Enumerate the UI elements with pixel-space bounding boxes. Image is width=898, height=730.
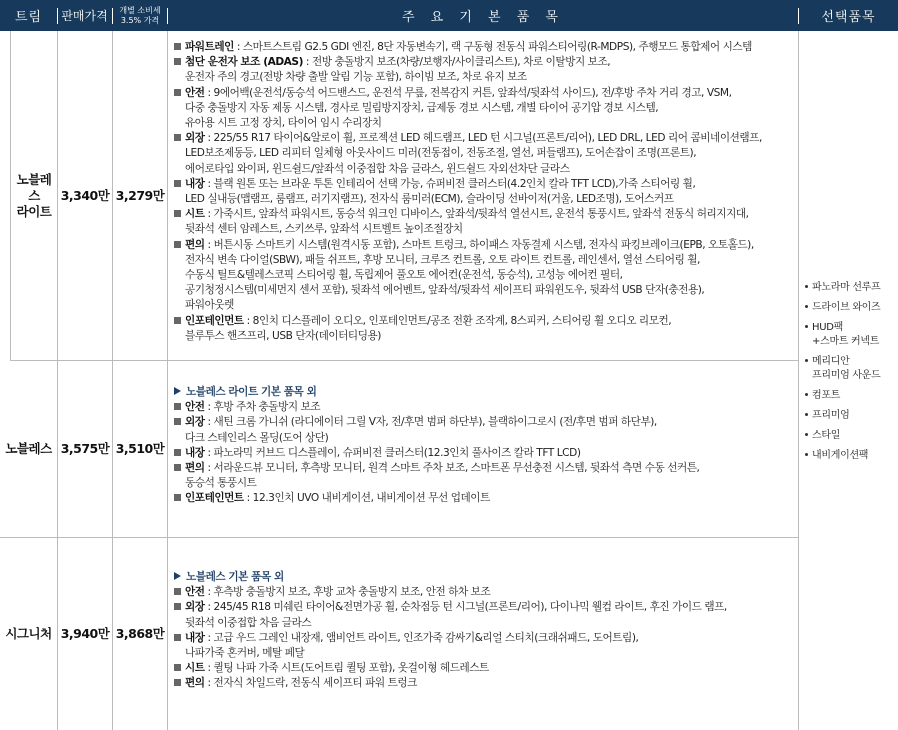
feature-text: 파노라믹 커브드 디스플레이, 슈퍼비전 클러스터(12.3인치 풀사이즈 칼라 TFT LCD) [213, 446, 581, 459]
option-label: 컴포트 [812, 390, 841, 401]
feature-text: 다크 스테인리스 몰딩(도어 상단) [185, 431, 329, 444]
option-line [805, 429, 897, 443]
feature-text: LED 실내등(맵램프, 룸램프, 러기지램프), 전자식 룸미러(ECM), 슬라이딩 선바이저(거울, LED조명), 도어스커프 [185, 193, 674, 206]
section-title: 노블레스 기본 품목 외 [174, 570, 796, 585]
feature-text: 뒷좌석 이중접합 차음 글라스 [185, 616, 312, 629]
bullet-square-icon [174, 449, 181, 456]
option-label: 프리미엄 사운드 [812, 370, 881, 381]
feature-line: 내장 : 블랙 원톤 또는 브라운 투톤 인테리어 선택 가능, 슈퍼비전 클러스터(4.2인치 칼라 TFT LCD),가죽 스티어링 휠, [174, 177, 796, 192]
option-label: HUD팩 [812, 322, 843, 333]
feature-text: 버튼시동 스마트키 시스템(원격시동 포함), 스마트 트렁크, 하이패스 자동결제 시스템, 전자식 파킹브레이크(EPB, 오토홀드), [213, 238, 754, 251]
option-item [805, 281, 897, 295]
bullet-square-icon [174, 634, 181, 641]
trim-name-line1: 노블레스 [16, 172, 52, 203]
feature-list [174, 385, 796, 507]
option-item [805, 355, 897, 383]
feature-line: 인포테인먼트 : 8인치 디스플레이 오디오, 인포테인먼트/공조 전환 조작계, 8스피커, 스티어링 휠 오디오 리모컨, [174, 314, 796, 329]
feature-line: 편의 : 전자식 차일드락, 전동식 세이프티 파워 트렁크 [174, 676, 796, 691]
grid-line [798, 31, 799, 730]
feature-text: 나파가죽 혼커버, 메탈 페달 [185, 647, 305, 660]
feature-text: 225/55 R17 타이어&알로이 휠, 프로젝션 LED 헤드램프, LED 턴 시그널(프론트/리어), LED DRL, LED 리어 콤비네이션램프, [213, 132, 762, 145]
feature-line [174, 253, 796, 268]
feature-text: 다중 충돌방지 자동 제동 시스템, 경사로 밀림방지장치, 급제동 경보 시스템, 개별 타이어 공기압 경보 시스템, [185, 101, 659, 114]
feature-category: 시트 [185, 662, 205, 675]
feature-text: 공기청정시스템(미세먼지 센서 포함), 뒷좌석 에어벤트, 앞좌석/뒷좌석 세이프티 파워윈도우, 뒷좌석 USB 단자(충전용), [185, 284, 705, 297]
bullet-square-icon [174, 494, 181, 501]
option-label: 드라이브 와이즈 [812, 302, 881, 313]
trim-price: 3,940만 [60, 626, 110, 641]
feature-line [174, 116, 796, 131]
bullet-dot-icon [805, 433, 808, 436]
feature-category: 외장 [185, 132, 205, 145]
option-line [805, 335, 897, 349]
feature-text: 전자식 차일드락, 전동식 세이프티 파워 트렁크 [213, 677, 417, 690]
option-line [805, 449, 897, 463]
feature-line: 외장 : 245/45 R18 미쉐린 타이어&전면가공 휠, 순차점등 턴 시그널(프론트/리어), 다이나믹 웰컴 라이트, 후진 가이드 램프, [174, 600, 796, 615]
feature-category: 파워트레인 [185, 41, 234, 53]
feature-category: 외장 [185, 416, 205, 429]
bullet-square-icon [174, 134, 181, 141]
feature-text: 245/45 R18 미쉐린 타이어&전면가공 휠, 순차점등 턴 시그널(프론트/리어), 다이나믹 웰컴 라이트, 후진 가이드 램프, [213, 601, 727, 614]
option-item [805, 449, 897, 463]
feature-text: 가죽시트, 앞좌석 파워시트, 동승석 워크인 디바이스, 앞좌석/뒷좌석 열선시트, 운전석 통풍시트, 앞좌석 전동식 허리지지대, [213, 208, 749, 221]
feature-line: 안전 : 후방 주차 충돌방지 보조 [174, 400, 796, 415]
bullet-square-icon [174, 403, 181, 410]
feature-text: 후방 주차 충돌방지 보조 [213, 401, 321, 414]
feature-line: 인포테인먼트 : 12.3인치 UVO 내비게이션, 내비게이션 무선 업데이트 [174, 491, 796, 506]
bullet-dot-icon [805, 325, 808, 328]
header-price: 판매가격 [61, 9, 108, 23]
feature-text: 퀼팅 나파 가죽 시트(도어트림 퀼팅 포함), 옷걸이형 헤드레스트 [213, 662, 489, 675]
feature-category: 안전 [185, 86, 205, 99]
feature-text: 전방 충돌방지 보조(차량/보행자/사이클리스트), 차로 이탈방지 보조, [311, 56, 611, 69]
bullet-square-icon [174, 679, 181, 686]
option-line [805, 281, 897, 295]
bullet-square-icon [174, 89, 181, 96]
feature-line [174, 70, 796, 85]
feature-line: 내장 : 파노라믹 커브드 디스플레이, 슈퍼비전 클러스터(12.3인치 풀사이즈 칼라 TFT LCD) [174, 446, 796, 461]
option-label: +스마트 커넥트 [812, 336, 880, 347]
option-item [805, 429, 897, 443]
bullet-square-icon [174, 418, 181, 425]
option-line [805, 409, 897, 423]
bullet-dot-icon [805, 305, 808, 308]
trim-name-line2: 라이트 [16, 204, 52, 219]
feature-text: 운전자 주의 경고(전방 차량 출발 알림 기능 포함), 하이빔 보조, 차로 유지 보조 [185, 71, 527, 84]
feature-line [174, 268, 796, 283]
header-tax-line2: 3.5% 가격 [120, 15, 160, 25]
bullet-square-icon [174, 317, 181, 324]
feature-list [174, 570, 796, 692]
trim-tax-price: 3,510만 [115, 441, 165, 456]
feature-text: 에어로타입 와이퍼, 윈드쉴드/앞좌석 이중접합 차음 글라스, 윈드쉴드 자외선차단 글라스 [185, 162, 570, 175]
feature-text: 고급 우드 그레인 내장재, 앰비언트 라이트, 인조가죽 감싸기&리얼 스티치(크래쉬패드, 도어트림), [213, 631, 639, 644]
bullet-square-icon [174, 210, 181, 217]
option-label: 프리미엄 [812, 410, 850, 421]
feature-category: 내장 [185, 631, 205, 644]
triangle-icon [174, 387, 181, 395]
bullet-dot-icon [805, 453, 808, 456]
feature-category: 첨단 운전자 보조 (ADAS) [185, 56, 304, 69]
feature-line [174, 476, 796, 491]
feature-line: 첨단 운전자 보조 (ADAS) : 전방 충돌방지 보조(차량/보행자/사이클리스트), 차로 이탈방지 보조, [174, 55, 796, 70]
option-line [805, 321, 897, 335]
feature-text: 블루투스 핸즈프리, USB 단자(데이터티딩용) [185, 329, 381, 342]
bullet-dot-icon [805, 393, 808, 396]
bullet-square-icon [174, 58, 181, 65]
trim-tax-price: 3,868만 [115, 626, 165, 641]
feature-line: 외장 : 새틴 크롬 가니쉬 (라디에이터 그릴 V자, 전/후면 범퍼 하단부), 블랙하이그로시 (전/후면 범퍼 하단부), [174, 415, 796, 430]
feature-line: 안전 : 9에어백(운전석/동승석 어드밴스드, 운전석 무릎, 전복감지 커튼, 앞좌석/뒷좌석 사이드), 전/후방 주차 거리 경고, VSM, [174, 86, 796, 101]
section-title: 노블레스 라이트 기본 품목 외 [174, 385, 796, 400]
feature-line [174, 298, 796, 313]
option-item [805, 409, 897, 423]
trim-tax-price: 3,279만 [115, 188, 165, 203]
feature-category: 인포테인먼트 [185, 314, 244, 327]
trim-name: 노블레스 [5, 441, 52, 456]
feature-category: 내장 [185, 446, 205, 459]
feature-text: 동승석 통풍시트 [185, 477, 257, 490]
feature-line: 시트 : 퀼팅 나파 가죽 시트(도어트림 퀼팅 포함), 옷걸이형 헤드레스트 [174, 661, 796, 676]
feature-line: 편의 : 버튼시동 스마트키 시스템(원격시동 포함), 스마트 트렁크, 하이패스 자동결제 시스템, 전자식 파킹브레이크(EPB, 오토홀드), [174, 238, 796, 253]
header-tax-price [113, 0, 167, 31]
feature-line [174, 283, 796, 298]
feature-text: LED보조제동등, LED 리피터 일체형 아웃사이드 미러(전동접이, 전동조절, 열선, 퍼들램프), 도어손잡이 조명(프론트), [185, 147, 697, 160]
feature-line [174, 431, 796, 446]
feature-text: 후측방 충돌방지 보조, 후방 교차 충돌방지 보조, 안전 하차 보조 [213, 586, 491, 599]
feature-text: 스마트스트림 G2.5 GDI 엔진, 8단 자동변속기, 랙 구동형 전동식 파워스티어링(R-MDPS), 주행모드 통합제어 시스템 [242, 41, 752, 53]
feature-line: 파워트레인 : 스마트스트림 G2.5 GDI 엔진, 8단 자동변속기, 랙 구동형 전동식 파워스티어링(R-MDPS), 주행모드 통합제어 시스템 [174, 40, 796, 55]
header-features: 주 요 기 본 품 목 [401, 10, 564, 25]
option-item [805, 321, 897, 349]
feature-line: 안전 : 후측방 충돌방지 보조, 후방 교차 충돌방지 보조, 안전 하차 보조 [174, 585, 796, 600]
option-label: 스타일 [812, 430, 841, 441]
feature-line [174, 222, 796, 237]
option-line [805, 301, 897, 315]
feature-text: 12.3인치 UVO 내비게이션, 내비게이션 무선 업데이트 [252, 492, 490, 505]
feature-category: 편의 [185, 238, 205, 251]
triangle-icon [174, 572, 181, 580]
bullet-square-icon [174, 464, 181, 471]
feature-text: 블랙 원톤 또는 브라운 투톤 인테리어 선택 가능, 슈퍼비전 클러스터(4.2인치 칼라 TFT LCD),가죽 스티어링 휠, [213, 177, 696, 190]
feature-text: 유아용 시트 고정 장치, 타이어 임시 수리장치 [185, 117, 382, 130]
table-header [0, 0, 898, 31]
feature-text: 서라운드뷰 모니터, 후측방 모니터, 원격 스마트 주차 보조, 스마트폰 무선충전 시스템, 뒷좌석 측면 수동 선커튼, [213, 462, 700, 475]
feature-text: 수동식 틸트&텔레스코픽 스티어링 휠, 독립제어 풀오토 에어컨(운전석, 동승석), 고성능 에어컨 필터, [185, 269, 623, 282]
feature-line: 외장 : 225/55 R17 타이어&알로이 휠, 프로젝션 LED 헤드램프, LED 턴 시그널(프론트/리어), LED DRL, LED 리어 콤비네이션램프, [174, 131, 796, 146]
bullet-square-icon [174, 241, 181, 248]
feature-category: 편의 [185, 677, 205, 690]
feature-line [174, 192, 796, 207]
bullet-square-icon [174, 588, 181, 595]
bullet-square-icon [174, 180, 181, 187]
option-label: 내비게이션팩 [812, 450, 869, 461]
bullet-square-icon [174, 603, 181, 610]
bullet-square-icon [174, 664, 181, 671]
trim-name [11, 32, 57, 360]
feature-category: 시트 [185, 208, 205, 221]
option-line [805, 369, 897, 383]
trim-price: 3,575만 [60, 441, 110, 456]
feature-category: 안전 [185, 586, 205, 599]
bullet-dot-icon [805, 285, 808, 288]
option-line [805, 389, 897, 403]
feature-line [174, 101, 796, 116]
option-label: 메리디안 [812, 356, 850, 367]
feature-text: 8인치 디스플레이 오디오, 인포테인먼트/공조 전환 조작계, 8스피커, 스티어링 휠 오디오 리모컨, [252, 314, 672, 327]
feature-line [174, 646, 796, 661]
feature-category: 인포테인먼트 [185, 492, 244, 505]
trim-price: 3,340만 [60, 188, 110, 203]
feature-line [174, 329, 796, 344]
feature-line [174, 146, 796, 161]
bullet-dot-icon [805, 413, 808, 416]
feature-text: 새틴 크롬 가니쉬 (라디에이터 그릴 V자, 전/후면 범퍼 하단부), 블랙하이그로시 (전/후면 범퍼 하단부), [213, 416, 657, 429]
grid-line [167, 31, 168, 730]
feature-line: 시트 : 가죽시트, 앞좌석 파워시트, 동승석 워크인 디바이스, 앞좌석/뒷좌석 열선시트, 운전석 통풍시트, 앞좌석 전동식 허리지지대, [174, 207, 796, 222]
feature-category: 외장 [185, 601, 205, 614]
feature-line [174, 162, 796, 177]
feature-text: 9에어백(운전석/동승석 어드밴스드, 운전석 무릎, 전복감지 커튼, 앞좌석/뒷좌석 사이드), 전/후방 주차 거리 경고, VSM, [213, 86, 732, 99]
option-item [805, 389, 897, 403]
feature-category: 편의 [185, 462, 205, 475]
feature-category: 내장 [185, 177, 205, 190]
feature-line [174, 616, 796, 631]
feature-line: 편의 : 서라운드뷰 모니터, 후측방 모니터, 원격 스마트 주차 보조, 스마트폰 무선충전 시스템, 뒷좌석 측면 수동 선커튼, [174, 461, 796, 476]
header-options: 선택품목 [821, 10, 876, 25]
bullet-square-icon [174, 43, 181, 50]
option-line [805, 355, 897, 369]
option-item [805, 301, 897, 315]
bullet-dot-icon [805, 359, 808, 362]
feature-text: 파워아웃렛 [185, 299, 234, 312]
option-list [805, 281, 897, 469]
feature-text: 뒷좌석 센터 암레스트, 스키쓰루, 앞좌석 시트벨트 높이조절장치 [185, 223, 463, 236]
feature-text: 전자식 변속 다이얼(SBW), 패들 쉬프트, 후방 모니터, 크루즈 컨트롤, 오토 라이트 컨트롤, 레인센서, 열선 스티어링 휠, [185, 253, 700, 266]
trim-name: 시그니처 [5, 626, 52, 641]
feature-line: 내장 : 고급 우드 그레인 내장재, 앰비언트 라이트, 인조가죽 감싸기&리얼 스티치(크래쉬패드, 도어트림), [174, 631, 796, 646]
header-tax-line1: 개별 소비세 [119, 5, 161, 15]
feature-list [174, 40, 796, 344]
header-trim: 트림 [14, 10, 43, 25]
feature-category: 안전 [185, 401, 205, 414]
option-label: 파노라마 선루프 [812, 282, 881, 293]
